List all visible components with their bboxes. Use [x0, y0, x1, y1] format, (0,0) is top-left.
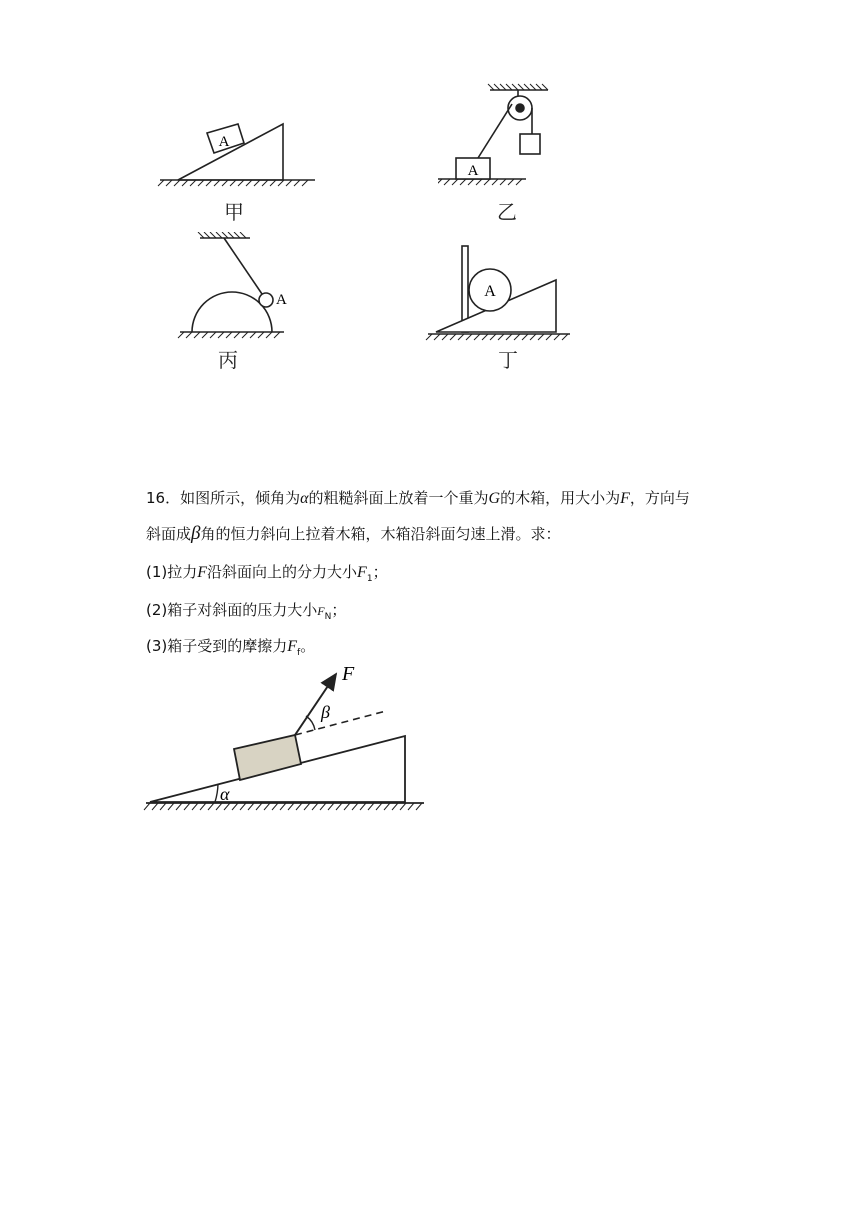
- question-16-sub3: (3)箱子受到的摩擦力$F_f$。: [146, 637, 316, 658]
- ball-a-label: A: [484, 283, 496, 300]
- caption-yi: 乙: [497, 200, 517, 224]
- caption-bing: 丙: [218, 348, 238, 372]
- angle-alpha-label: α: [220, 784, 230, 804]
- force-label: F: [342, 663, 355, 685]
- caption-ding: 丁: [498, 348, 518, 372]
- figure-jia: [150, 110, 330, 190]
- figure-bing: [172, 232, 302, 342]
- hanging-weight: [520, 134, 540, 154]
- figure-ding: [424, 240, 574, 344]
- block-a-label: A: [467, 163, 479, 179]
- block-a-label: A: [218, 134, 230, 150]
- ball-a-label: A: [276, 292, 287, 308]
- ball-a: [259, 293, 273, 307]
- figure-yi: [438, 82, 578, 190]
- caption-jia: 甲: [224, 200, 244, 224]
- question-16-line1: 16．如图所示，倾角为α的粗糙斜面上放着一个重为G的木箱，用大小为F，方向与: [146, 489, 690, 507]
- angle-beta-label: β: [321, 702, 330, 722]
- figure-incline-box: [140, 660, 440, 820]
- question-16-sub2: (2)箱子对斜面的压力大小$F_N$；: [146, 601, 347, 622]
- question-16-sub1: (1)拉力F沿斜面向上的分力大小$F_1$；: [146, 563, 388, 584]
- question-16-line2: 斜面成β角的恒力斜向上拉着木箱，木箱沿斜面匀速上滑。求：: [146, 523, 561, 544]
